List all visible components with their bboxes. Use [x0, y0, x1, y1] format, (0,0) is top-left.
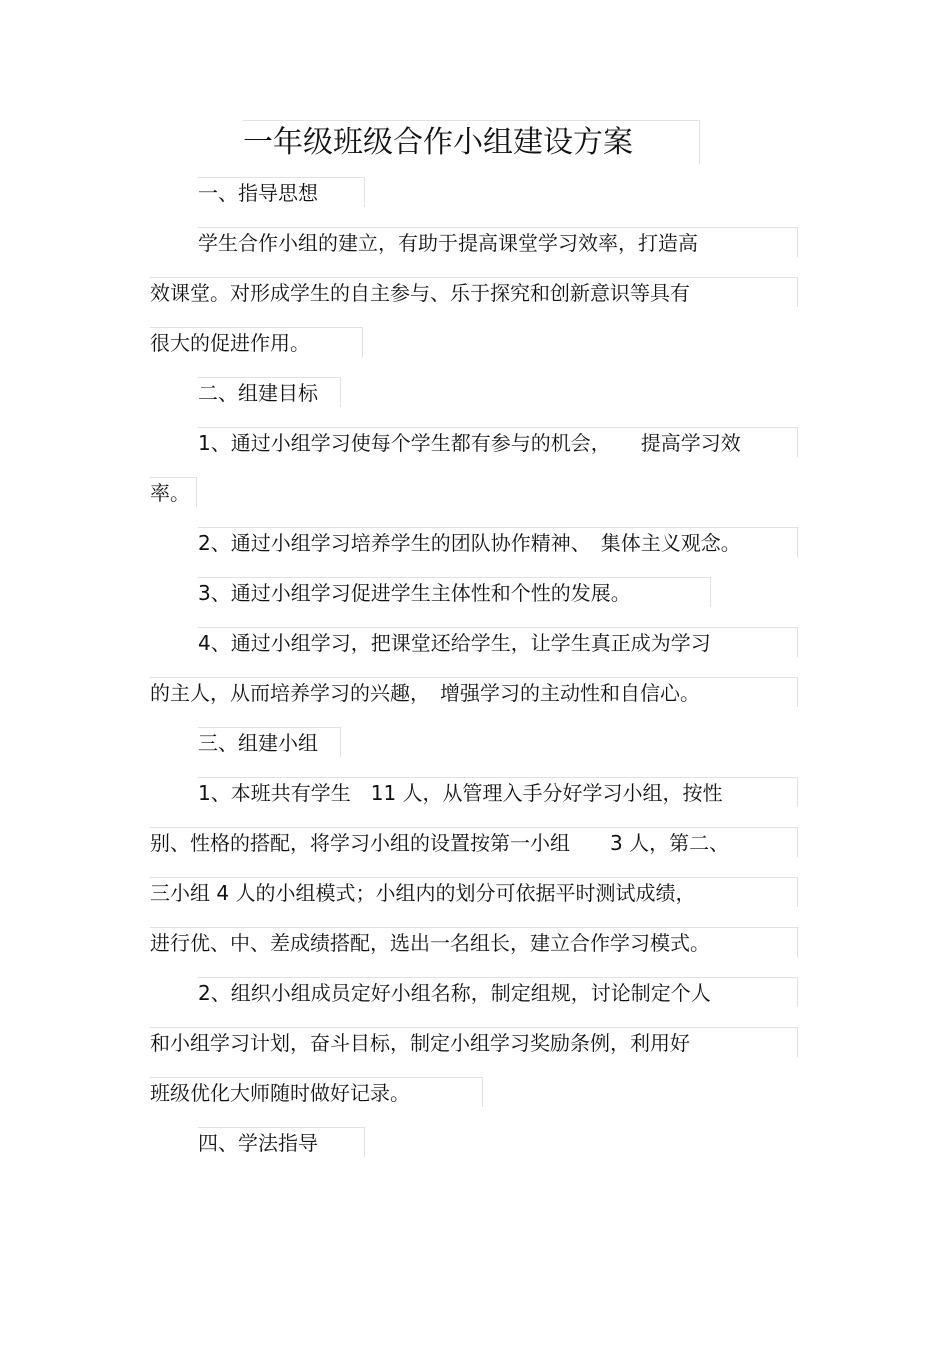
document-title: 一年级班级合作小组建设方案 — [243, 120, 700, 164]
paragraph-line: 很大的促进作用。 — [150, 327, 363, 357]
list-item-line: 三小组 4 人的小组模式；小组内的划分可依据平时测试成绩， — [150, 877, 798, 907]
paragraph-line: 效课堂。对形成学生的自主参与、乐于探究和创新意识等具有 — [150, 277, 798, 307]
list-item-line: 1、本班共有学生 11 人，从管理入手分好学习小组，按性 — [198, 777, 798, 807]
list-item-line: 进行优、中、差成绩搭配，选出一名组长，建立合作学习模式。 — [150, 927, 798, 957]
paragraph-line: 学生合作小组的建立，有助于提高课堂学习效率，打造高 — [198, 227, 798, 257]
list-item-line: 班级优化大师随时做好记录。 — [150, 1077, 483, 1107]
list-item-line: 和小组学习计划，奋斗目标，制定小组学习奖励条例，利用好 — [150, 1027, 798, 1057]
section-heading-goals: 二、组建目标 — [198, 377, 341, 407]
section-heading-form-groups: 三、组建小组 — [198, 727, 341, 757]
section-heading-guiding-ideology: 一、指导思想 — [198, 177, 365, 207]
section-heading-study-guidance: 四、学法指导 — [198, 1127, 365, 1157]
list-item-line: 2、组织小组成员定好小组名称，制定组规，讨论制定个人 — [198, 977, 798, 1007]
list-item-line: 4、通过小组学习，把课堂还给学生，让学生真正成为学习 — [198, 627, 798, 657]
list-item-line: 3、通过小组学习促进学生主体性和个性的发展。 — [198, 577, 711, 607]
list-item-line: 的主人，从而培养学习的兴趣， 增强学习的主动性和自信心。 — [150, 677, 798, 707]
list-item-line: 2、通过小组学习培养学生的团队协作精神、 集体主义观念。 — [198, 527, 798, 557]
list-item-line: 率。 — [150, 477, 197, 507]
list-item-line: 1、通过小组学习使每个学生都有参与的机会， 提高学习效 — [198, 427, 798, 457]
list-item-line: 别、性格的搭配，将学习小组的设置按第一小组 3 人，第二、 — [150, 827, 798, 857]
